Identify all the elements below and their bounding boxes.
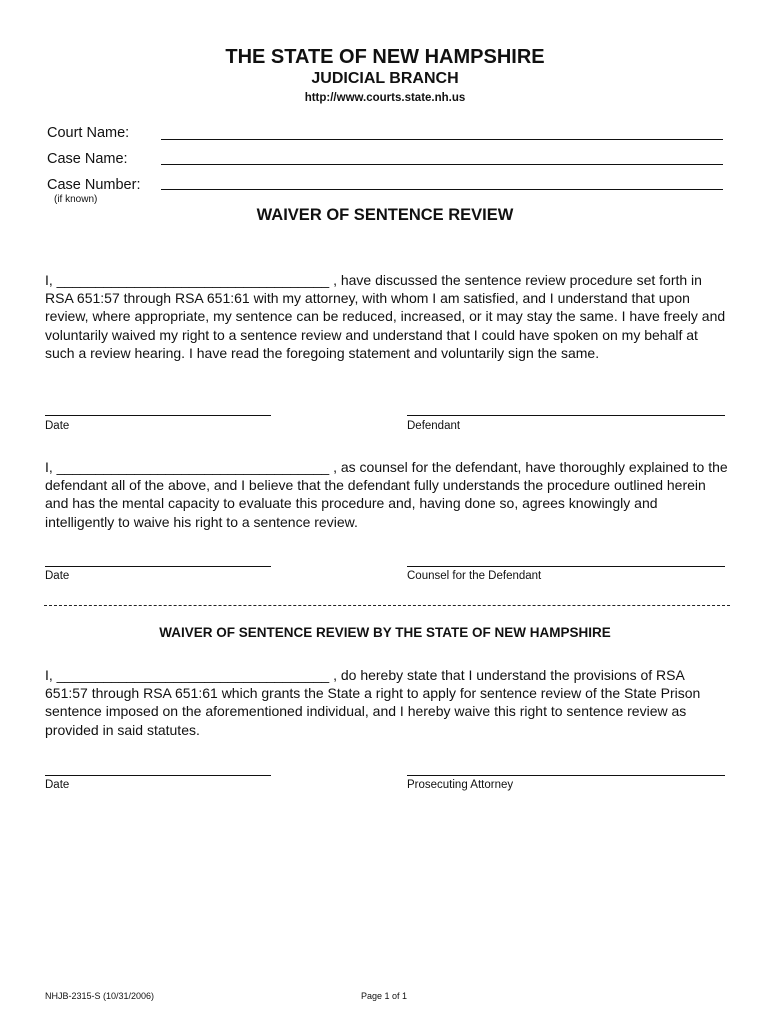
form-title: WAIVER OF SENTENCE REVIEW [256,206,514,224]
counsel-date-label: Date [45,570,70,582]
page-number: Page 1 of 1 [361,991,408,1001]
defendant-statement: I, ___________________________________ , have discussed the sentence review procedure set forth in RSA 651:57 through RSA 651:61 with my attorney, with whom I am satisfied, and I understand that upon review, where appropriate, my sentence can be reduced, increased, or it may stay the same. I have freely and voluntarily waived my right to a sentence review and understand that I could have spoken on my behalf at such a review hearing. I have read the foregoing statement and voluntarily sign the same. [45,272,726,361]
court-name-field[interactable] [161,139,723,140]
state-statement: I, ___________________________________ , do hereby state that I understand the provisions of RSA 651:57 through RSA 651:61 which grants the State a right to apply for sentence review of the State Prison sentence imposed on the aforementioned individual, and I hereby waive this right to sentence review as provided in said statutes. [45,667,701,738]
branch-heading: JUDICIAL BRANCH [311,70,459,87]
counsel-statement: I, ___________________________________ , as counsel for the defendant, have thoroughly explained to the defendant all of the above, and I believe that the defendant fully understands the procedure outlined herein and has the mental capacity to evaluate this procedure and, having done so, agrees knowingly and intelligently to waive his right to a sentence review. [45,459,728,530]
case-number-field[interactable] [161,189,723,190]
case-name-label: Case Name: [47,151,128,167]
counsel-date-line[interactable] [45,566,271,567]
court-url-link[interactable]: http://www.courts.state.nh.us [304,92,466,104]
court-name-label: Court Name: [47,125,130,141]
prosecutor-signature-line[interactable] [407,775,725,776]
state-waiver-title: WAIVER OF SENTENCE REVIEW BY THE STATE OF NEW HAMPSHIRE [159,625,611,640]
section-divider [44,605,730,606]
state-date-line[interactable] [45,775,271,776]
counsel-signature-line[interactable] [407,566,725,567]
prosecutor-signature-label: Prosecuting Attorney [407,779,514,791]
defendant-date-label: Date [45,420,70,432]
form-id: NHJB-2315-S (10/31/2006) [45,991,155,1001]
defendant-date-line[interactable] [45,415,271,416]
defendant-signature-line[interactable] [407,415,725,416]
state-heading: THE STATE OF NEW HAMPSHIRE [225,46,545,68]
defendant-signature-label: Defendant [407,420,461,432]
case-name-field[interactable] [161,164,723,165]
case-number-label: Case Number: [47,177,141,193]
state-date-label: Date [45,779,70,791]
if-known-note: (if known) [54,194,98,205]
counsel-signature-label: Counsel for the Defendant [407,570,542,582]
